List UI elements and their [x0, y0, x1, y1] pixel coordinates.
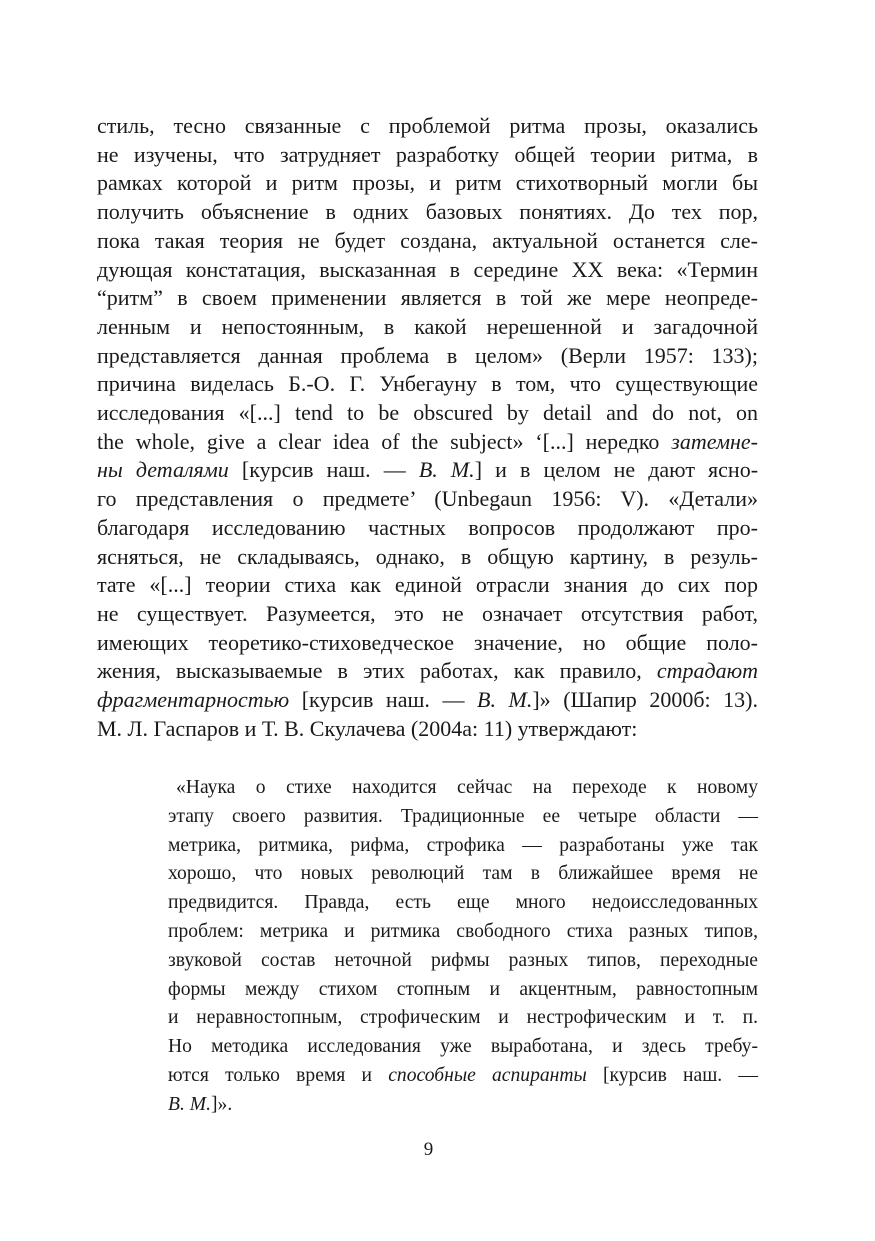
- italic-text: В. М.: [418, 457, 475, 483]
- text-segment: хорошо, что новых революций там в ближайшее время не: [168, 863, 758, 885]
- text-line: [97, 715, 758, 744]
- text-segment: дующая констатация, высказанная в середине XX века: «Термин: [97, 256, 758, 282]
- text-segment: жения, высказываемые в этих работах, как правило,: [97, 658, 657, 684]
- text-line: [168, 803, 758, 832]
- text-line: [97, 399, 758, 428]
- text-line: [168, 1091, 758, 1120]
- text-segment: [курсив наш. —: [289, 687, 478, 713]
- page-number: 9: [423, 1139, 434, 1160]
- text-line: [168, 947, 758, 976]
- text-line: [97, 600, 758, 629]
- text-segment: этапу своего развития. Традиционные ее четыре области —: [168, 805, 758, 827]
- text-line: [168, 1033, 758, 1062]
- text-segment: М. Л. Гаспаров и Т. В. Скулачева (2004а: 11) утверждают:: [97, 715, 638, 741]
- text-line: [97, 657, 758, 686]
- text-line: [97, 485, 758, 514]
- text-line: [97, 370, 758, 399]
- text-segment: го представления о предмете’ (Unbegaun 1956: V). «Детали»: [97, 486, 758, 512]
- text-segment: проблем: метрика и ритмика свободного стиха разных типов,: [168, 920, 758, 942]
- text-line: [97, 342, 758, 371]
- text-line: [97, 456, 758, 485]
- text-line: [168, 889, 758, 918]
- italic-text: способные аспиранты: [388, 1064, 587, 1086]
- text-line: [97, 284, 758, 313]
- italic-text: В. М.: [477, 687, 533, 713]
- text-line: [97, 227, 758, 256]
- text-segment: ] и в целом не дают ясно-: [474, 457, 759, 483]
- body-text: [97, 112, 758, 743]
- text-segment: ]».: [211, 1093, 233, 1115]
- text-line: [168, 1062, 758, 1091]
- text-segment: формы между стихом стопным и акцентным, равностопным: [168, 978, 758, 1000]
- text-segment: рамках которой и ритм прозы, и ритм стихотворный могли бы: [97, 170, 758, 196]
- text-line: [97, 686, 758, 715]
- text-segment: причина виделась Б.-О. Г. Унбегауну в том, что существующие: [97, 371, 758, 397]
- text-segment: ясняться, не складываясь, однако, в общую картину, в резуль-: [97, 543, 758, 569]
- text-segment: стиль, тесно связанные с проблемой ритма прозы, оказались: [97, 113, 758, 138]
- text-line: [97, 256, 758, 285]
- text-line: [97, 112, 758, 141]
- text-segment: Но методика исследования уже выработана, и здесь требу-: [168, 1036, 758, 1058]
- text-line: [97, 571, 758, 600]
- text-segment: предвидится. Правда, есть еще много недоисследованных: [168, 892, 758, 914]
- text-line: [97, 543, 758, 572]
- text-segment: не существует. Разумеется, это не означает отсутствия работ,: [97, 600, 758, 626]
- italic-text: затемне-: [671, 428, 758, 454]
- text-segment: [курсив наш. —: [228, 457, 419, 483]
- text-segment: получить объяснение в одних базовых понятиях. До тех пор,: [97, 199, 758, 225]
- text-line: [97, 198, 758, 227]
- text-segment: метрика, ритмика, рифма, строфика — разработаны уже так: [168, 834, 758, 856]
- text-segment: “ритм” в своем применении является в той же мере неопреде-: [97, 285, 758, 311]
- text-line: [168, 918, 758, 947]
- italic-text: страдают: [656, 658, 758, 684]
- italic-text: ны деталями: [97, 457, 229, 483]
- text-line: [97, 629, 758, 658]
- text-segment: ]» (Шапир 2000б: 13).: [532, 687, 759, 713]
- text-line: [97, 313, 758, 342]
- text-segment: исследования «[...] tend to be obscured by detail and do not, on: [97, 400, 758, 426]
- text-segment: пока такая теория не будет создана, актуальной останется сле-: [97, 227, 758, 253]
- italic-text: фрагментарностью: [97, 687, 290, 713]
- text-segment: благодаря исследованию частных вопросов продолжают про-: [97, 514, 758, 540]
- text-segment: имеющих теоретико-стиховедческое значение, но общие поло-: [97, 629, 758, 655]
- text-line: [168, 976, 758, 1005]
- text-segment: представляется данная проблема в целом» (Верли 1957: 133);: [97, 342, 758, 368]
- text-line: [97, 428, 758, 457]
- italic-text: В. М.: [168, 1093, 211, 1115]
- text-segment: ются только время и: [168, 1064, 389, 1086]
- text-line: [168, 774, 758, 803]
- text-segment: и неравностопным, строфическим и нестрофическим и т. п.: [168, 1007, 758, 1029]
- block-quote: [168, 774, 758, 1120]
- text-line: [97, 141, 758, 170]
- text-segment: the whole, give a clear idea of the subject» ‘[...] нередко: [97, 428, 672, 454]
- text-line: [168, 860, 758, 889]
- text-segment: не изучены, что затрудняет разработку общей теории ритма, в: [97, 141, 758, 167]
- text-segment: [курсив наш. —: [586, 1064, 758, 1086]
- text-line: [97, 169, 758, 198]
- text-segment: тате «[...] теории стиха как единой отрасли знания до сих пор: [97, 572, 758, 598]
- text-segment: ленным и непостоянным, в какой нерешенной и загадочной: [97, 313, 758, 339]
- text-line: [168, 1004, 758, 1033]
- text-segment: звуковой состав неточной рифмы разных типов, переходные: [168, 949, 758, 971]
- text-line: [97, 514, 758, 543]
- text-segment: «Наука о стихе находится сейчас на переходе к новому: [176, 777, 758, 798]
- text-line: [168, 832, 758, 861]
